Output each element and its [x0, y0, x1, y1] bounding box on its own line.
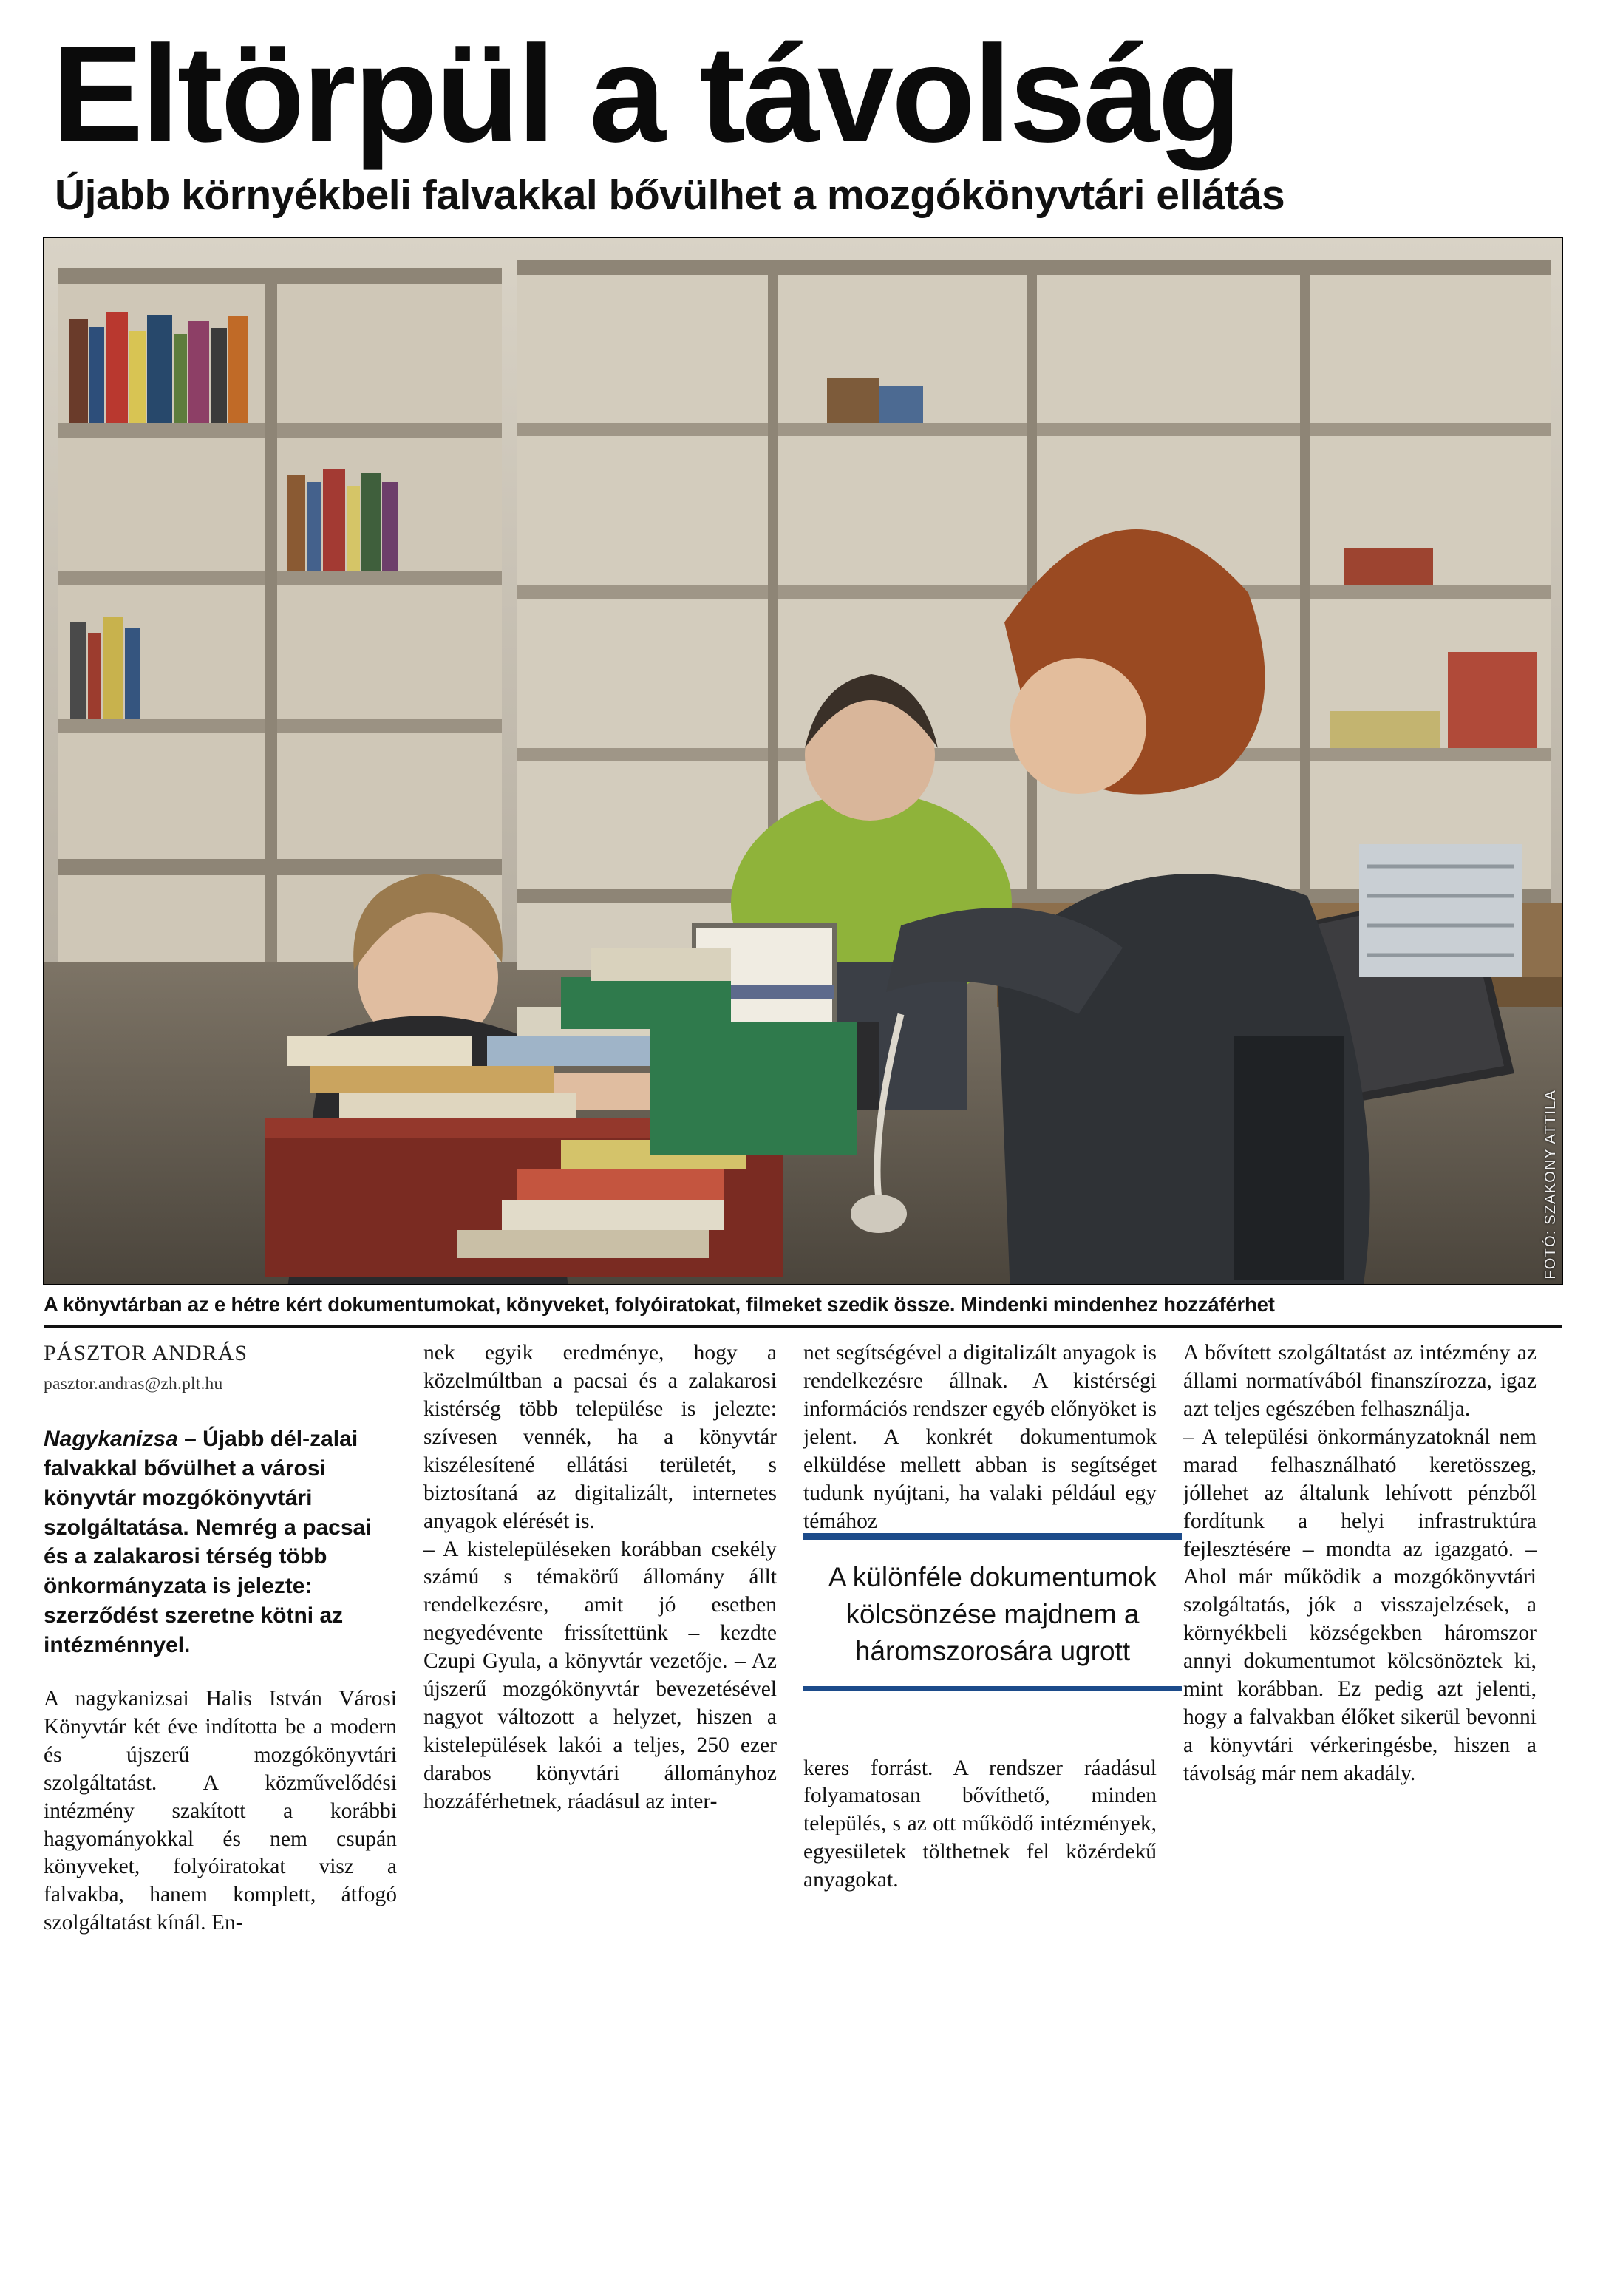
photo-credit: FOTÓ: SZAKONY ATTILA: [1542, 1089, 1559, 1280]
lead-paragraph: [44, 1424, 397, 1660]
paragraph: net segítségével a digitalizált anyagok is rendelkezésre állnak. A kistérségi információs rendszer egyéb előnyöket is jelent. A konkrét dokumentumok elküldése mellett abban is segítséget tudunk nyújtani, ha valaki például egy témához: [803, 1341, 1157, 1533]
paragraph: – A települési önkormányzatoknál nem marad felhasználható keretösszeg, jóllehet az általunk lehívott pénzből fordítunk a helyi infrastruktúra fejlesztésére – mondta az igazgató. – Ahol már működik a mozgókönyvtári szolgáltatás, jók a visszajelzések, a környékbeli községekben háromszor annyi dokumentumot kölcsönöztek ki, mint korábban. Ez pedig azt jelenti, hogy a falvakban élőket sikerül bevonni a könyvtári vérkeringésbe, hiszen a távolság már nem akadály.: [1183, 1424, 1537, 1785]
column-1: [44, 1339, 397, 1937]
paragraph: nek egyik eredménye, hogy a közelmúltban a pacsai és a zalakarosi kistérség több települése is jelezte: szívesen vennék, ha a könyvtár kiszélesítené ellátási területét, s biztosítaná az digitalizált, internetes anyagok elérését is.: [423, 1341, 777, 1533]
pullquote-rule-bottom: [803, 1686, 1182, 1691]
photo-caption: A könyvtárban az e hétre kért dokumentumokat, könyveket, folyóiratokat, filmeket szedik össze. Mindenki mindenhez hozzáférhet: [44, 1292, 1275, 1316]
byline-author: PÁSZTOR ANDRÁS: [44, 1341, 248, 1366]
pullquote-text: A különféle dokumentumok kölcsönzése majdnem a háromszorosára ugrott: [828, 1562, 1157, 1667]
paragraph: – A kistelepüléseken korábban csekély számú s témakörű állomány állt rendelkezésre, amit jó esetben negyedévente frissítettünk – kezdte Czupi Gyula, a könyvtár vezetője. – Az újszerű mozgókönyvtár bevezetésével nagyot változott a helyzet, hiszen a kistelepülések lakói a teljes, 250 ezer darabos könyvtári állományhoz hozzáférhetnek, ráadásul az inter-: [423, 1537, 777, 1813]
paragraph: A bővített szolgáltatást az intézmény az állami normatívából finanszírozza, igaz azt teljes egészében felhasználja.: [1183, 1341, 1537, 1421]
pullquote-rule-top: [803, 1533, 1182, 1540]
column-2: [423, 1339, 777, 1937]
lead-place: Nagykanizsa: [44, 1426, 178, 1451]
page-title: Eltörpül a távolság: [52, 18, 1240, 171]
column-4: [1183, 1339, 1537, 1937]
lead-text: – Újabb dél-zalai falvakkal bővülhet a városi könyvtár mozgókönyvtári szolgáltatása. Nemrég a pacsai és a zalakarosi térség több önkormányzata is jelezte: szerződést szeretne kötni az intézménnyel.: [44, 1426, 372, 1658]
caption-divider: [44, 1325, 1562, 1328]
article-photo: [43, 237, 1563, 1285]
pullquote: [803, 1533, 1182, 1691]
article-body: [44, 1339, 1562, 1937]
subheadline: Újabb környékbeli falvakkal bővülhet a mozgókönyvtári ellátás: [55, 171, 1285, 219]
photo-illustration: [44, 238, 1562, 1284]
paragraph: keres forrást. A rendszer ráadásul folyamatosan bővíthető, minden település, s az ott működő intézmények, egyesületek tölthetnek fel közérdekű anyagokat.: [803, 1756, 1157, 1892]
byline-email: pasztor.andras@zh.plt.hu: [44, 1373, 223, 1393]
paragraph: A nagykanizsai Halis István Városi Könyvtár két éve indította be a modern és újszerű mozgókönyvtári szolgáltatást. A közművelődési intézmény szakított a korábbi hagyományokkal és nem csupán könyveket, folyóiratokat visz a falvakba, hanem komplett, átfogó szolgáltatást kínál. En-: [44, 1687, 397, 1935]
